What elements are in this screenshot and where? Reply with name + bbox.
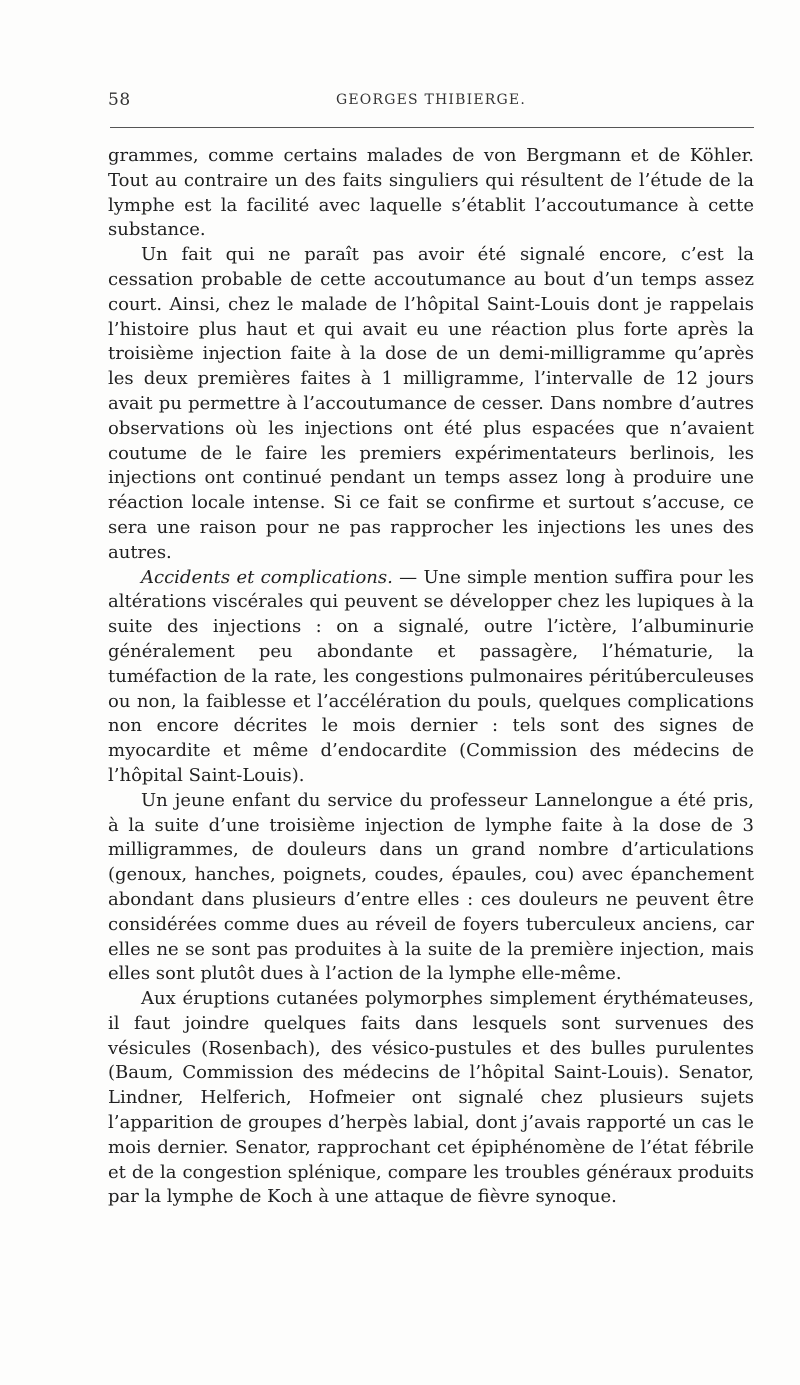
paragraph: Aux éruptions cutanées polymorphes simplement érythémateuses, il faut joindre quelques faits dans lesquels sont survenues des vésicules (Rosenbach), des vésico-pustules et des bulles purulentes (Baum, Commission des médecins de l’hôpital Saint-Louis). Senator, Lindner, Helferich, Hofmeier ont signalé chez plusieurs sujets l’apparition de groupes d’herpès labial, dont j’avais rapporté un cas le mois dernier. Senator, rapprochant cet épiphénomène de l’état fébrile et de la congestion splénique, compare les troubles généraux produits par la lymphe de Koch à une attaque de fièvre synoque.: [108, 988, 754, 1208]
paragraph-text: — Une simple mention suffira pour les altérations viscérales qui peuvent se développer chez les lupiques à la suite des injections : on a signalé, outre l’ictère, l’albuminurie généralement peu abondante et passagère, l’hématurie, la tuméfaction de la rate, les congestions pulmonaires péritúberculeuses ou non, la faiblesse et l’accélération du pouls, quelques complications non encore décrites le mois dernier : tels sont des signes de myocardite et même d’endocardite (Commission des médecins de l’hôpital Saint-Louis).: [108, 566, 755, 786]
paragraph: Un jeune enfant du service du professeur Lannelongue a été pris, à la suite d’une troisième injection de lymphe faite à la dose de 3 milligrammes, de douleurs dans un grand nombre d’articulations (genoux, hanches, poignets, coudes, épaules, cou) avec épanchement abondant dans plusieurs d’entre elles : ces douleurs ne peuvent être considérées comme dues au réveil de foyers tuberculeux anciens, car elles ne se sont pas produites à la suite de la première injection, mais elles sont plutôt dues à l’action de la lymphe elle-même.: [108, 789, 754, 985]
header-rule: [110, 127, 754, 128]
body-text: [108, 144, 754, 1210]
page-number: 58: [108, 90, 131, 110]
section-heading-italic: Accidents et complications.: [141, 566, 393, 588]
running-head: GEORGES THIBIERGE.: [336, 92, 526, 108]
paragraph: [108, 566, 754, 789]
paragraph: grammes, comme certains malades de von Bergmann et de Köhler. Tout au contraire un des faits singuliers qui résultent de l’étude de la lymphe est la facilité avec laquelle s’établit l’accoutumance à cette substance.: [108, 145, 754, 241]
paragraph: Un fait qui ne paraît pas avoir été signalé encore, c’est la cessation probable de cette accoutumance au bout d’un temps assez court. Ainsi, chez le malade de l’hôpital Saint-Louis dont je rappelais l’histoire plus haut et qui avait eu une réaction plus forte après la troisième injection faite à la dose de un demi-milligramme qu’après les deux premières faites à 1 milligramme, l’intervalle de 12 jours avait pu permettre à l’accoutumance de cesser. Dans nombre d’autres observations où les injections ont été plus espacées que n’avaient coutume de le faire les premiers expérimentateurs berlinois, les injections ont continué pendant un temps assez long à produire une réaction locale intense. Si ce fait se confirme et surtout s’accuse, ce sera une raison pour ne pas rapprocher les injections les unes des autres.: [108, 244, 754, 563]
page-header: [108, 90, 754, 112]
